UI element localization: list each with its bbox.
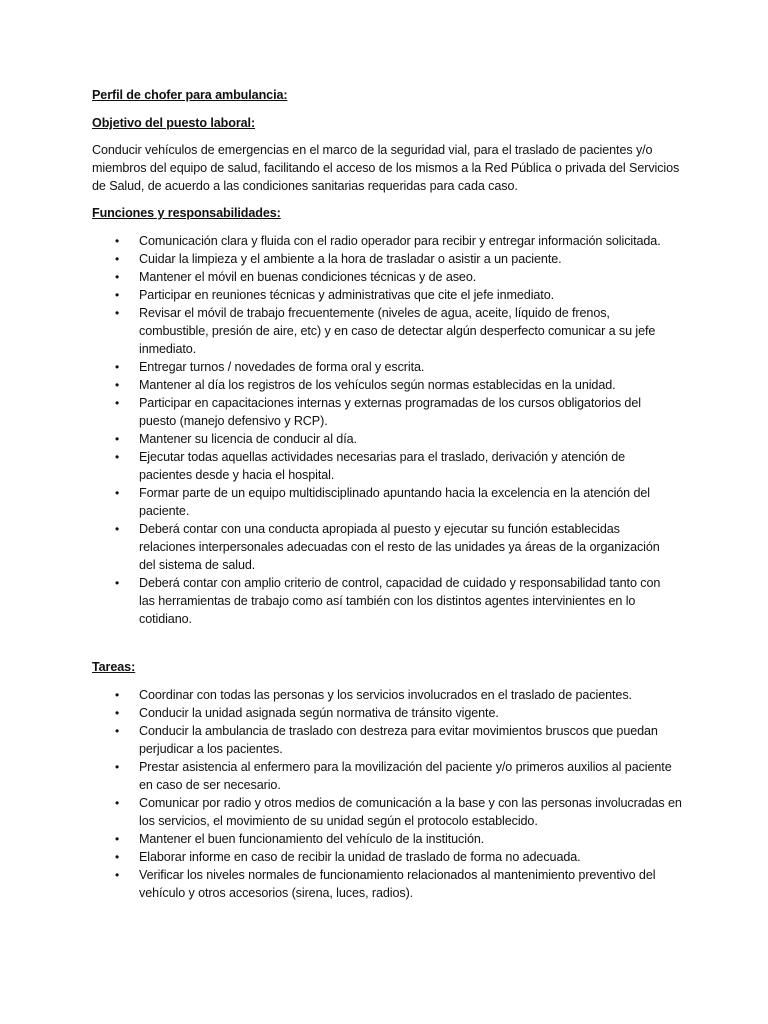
task-item-text: Verificar los niveles normales de funcionamiento relacionados al mantenimiento preventivo del vehículo y otros accesorios (sirena, luces, radios). [139,868,656,900]
function-item [92,358,679,376]
function-item [92,232,679,250]
bullet-icon: • [115,706,120,720]
task-item-text: Comunicar por radio y otros medios de comunicación a la base y con las personas involucradas en los servicios, el movimiento de su unidad según el protocolo establecido. [139,796,682,828]
task-item [92,722,684,758]
bullet-icon: • [115,360,120,374]
function-item-text: Comunicación clara y fluida con el radio operador para recibir y entregar información solicitada. [139,234,661,248]
function-item-text: Mantener al día los registros de los vehículos según normas establecidas en la unidad. [139,378,616,392]
task-item [92,794,684,830]
function-item-text: Revisar el móvil de trabajo frecuentemente (niveles de agua, aceite, líquido de frenos, combustible, presión de aire, etc) y en caso de detectar algún desperfecto comunicar a su jefe inmediato. [139,306,656,356]
function-item [92,394,679,430]
task-item [92,704,684,722]
bullet-icon: • [115,576,120,590]
function-item [92,268,679,286]
bullet-icon: • [115,724,120,738]
bullet-icon: • [115,432,120,446]
function-item-text: Formar parte de un equipo multidisciplinado apuntando hacia la excelencia en la atención del paciente. [139,486,650,518]
task-item [92,848,684,866]
task-item-text: Conducir la unidad asignada según normativa de tránsito vigente. [139,706,499,720]
function-item-text: Mantener su licencia de conducir al día. [139,432,357,446]
task-item [92,866,684,902]
bullet-icon: • [115,760,120,774]
function-item [92,430,679,448]
bullet-icon: • [115,396,120,410]
functions-list [92,232,692,628]
task-item-text: Coordinar con todas las personas y los servicios involucrados en el traslado de pacientes. [139,688,632,702]
task-item [92,686,684,704]
bullet-icon: • [115,868,120,882]
bullet-icon: • [115,850,120,864]
bullet-icon: • [115,306,120,320]
function-item-text: Ejecutar todas aquellas actividades necesarias para el traslado, derivación y atención de pacientes desde y hacia el hospital. [139,450,626,482]
bullet-icon: • [115,252,120,266]
document-page [92,86,692,902]
tasks-list [92,686,692,902]
task-item-text: Elaborar informe en caso de recibir la unidad de traslado de forma no adecuada. [139,850,581,864]
function-item-text: Participar en reuniones técnicas y administrativas que cite el jefe inmediato. [139,288,555,302]
function-item [92,286,679,304]
function-item-text: Deberá contar con amplio criterio de control, capacidad de cuidado y responsabilidad tanto con las herramientas de trabajo como así también con los distintos agentes intervinientes en lo cotidiano. [139,576,661,626]
bullet-icon: • [115,486,120,500]
bullet-icon: • [115,288,120,302]
task-item-text: Conducir la ambulancia de traslado con destreza para evitar movimientos bruscos que puedan perjudicar a los pacientes. [139,724,658,756]
task-item-text: Prestar asistencia al enfermero para la movilización del paciente y/o primeros auxilios al paciente en caso de ser necesario. [139,760,672,792]
bullet-icon: • [115,796,120,810]
function-item-text: Cuidar la limpieza y el ambiente a la hora de trasladar o asistir a un paciente. [139,252,562,266]
function-item [92,448,679,484]
bullet-icon: • [115,270,120,284]
function-item [92,574,679,628]
function-item [92,376,679,394]
bullet-icon: • [115,234,120,248]
function-item [92,250,679,268]
objective-heading: Objetivo del puesto laboral: [92,116,256,130]
bullet-icon: • [115,688,120,702]
functions-heading: Funciones y responsabilidades: [92,206,281,220]
function-item-text: Entregar turnos / novedades de forma oral y escrita. [139,360,425,374]
document-title: Perfil de chofer para ambulancia: [92,88,288,102]
bullet-icon: • [115,450,120,464]
objective-paragraph: Conducir vehículos de emergencias en el marco de la seguridad vial, para el traslado de pacientes y/o miembros del equipo de salud, facilitando el acceso de los mismos a la Red Pública o privada del Servicios de Salud, de acuerdo a las condiciones sanitarias requeridas para cada caso. [92,143,680,193]
function-item [92,520,679,574]
bullet-icon: • [115,378,120,392]
task-item [92,758,684,794]
bullet-icon: • [115,522,120,536]
bullet-icon: • [115,832,120,846]
function-item [92,484,679,520]
tasks-heading: Tareas: [92,660,136,674]
function-item-text: Participar en capacitaciones internas y externas programadas de los cursos obligatorios del puesto (manejo defensivo y RCP). [139,396,641,428]
task-item [92,830,684,848]
function-item [92,304,679,358]
task-item-text: Mantener el buen funcionamiento del vehículo de la institución. [139,832,485,846]
function-item-text: Mantener el móvil en buenas condiciones técnicas y de aseo. [139,270,477,284]
function-item-text: Deberá contar con una conducta apropiada al puesto y ejecutar su función establecidas relaciones interpersonales adecuadas con el resto de las unidades ya áreas de la organización del sistema de salud. [139,522,660,572]
